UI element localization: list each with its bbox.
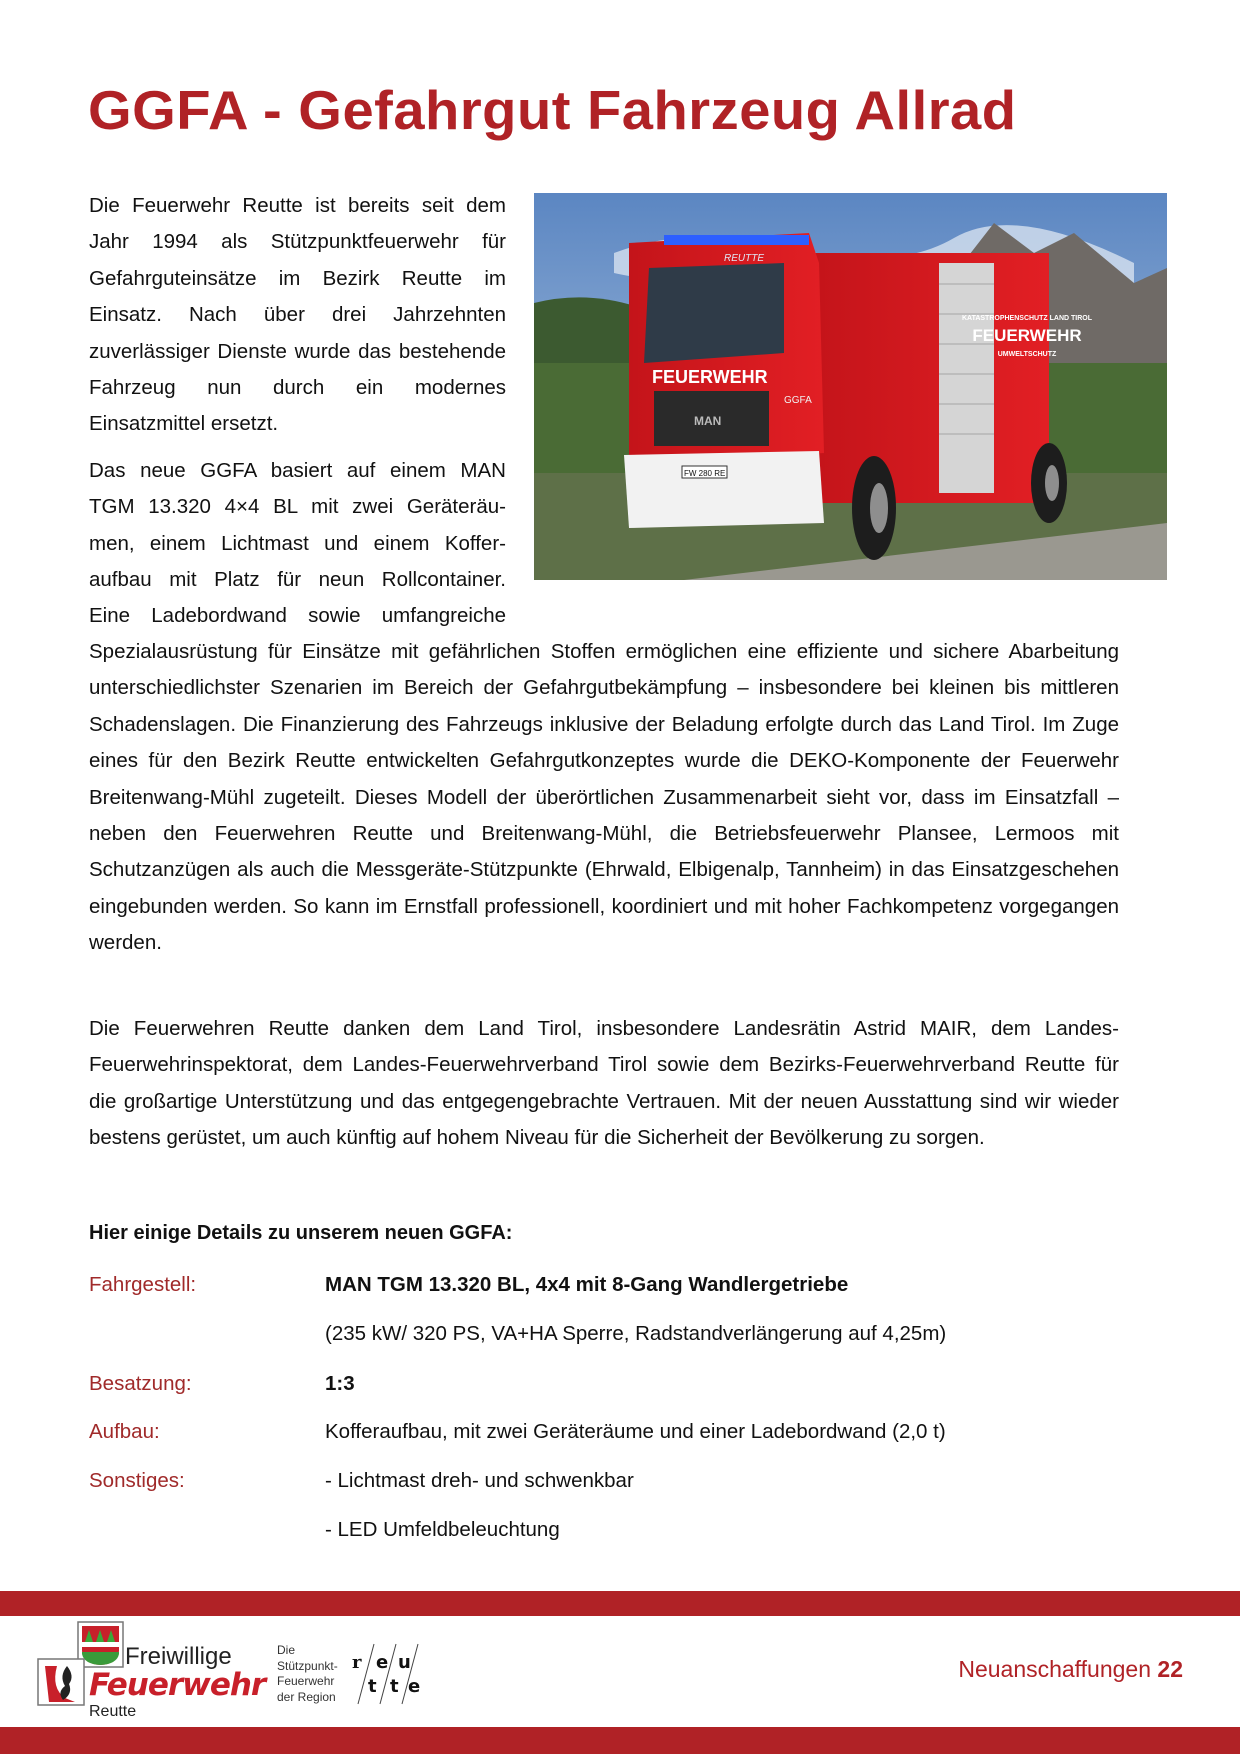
tagline-line: der Region <box>277 1689 336 1704</box>
wordmark-letter: e <box>376 1652 389 1673</box>
detail-value: Kofferaufbau, mit zwei Geräteräume und einer Ladebordwand (2,0 t) <box>325 1420 946 1443</box>
tagline-line: Feuerwehr <box>277 1674 335 1688</box>
wordmark-slashes <box>350 1640 422 1708</box>
roof-lettering: REUTTE <box>724 253 764 264</box>
detail-label: Aufbau: <box>89 1420 160 1443</box>
intro-paragraph-1: Die Feuerwehr Reutte ist bereits seit dem Jahr 1994 als Stützpunktfeuerwehr für Gefahrguteinsätze im Bezirk Reutte im Einsatz. Nach über drei Jahrzehnten zuverlässiger Dienste wurde das bestehende Fahrzeug nun durch ein modernes Einsatzmittel ersetzt. <box>89 194 506 436</box>
intro-paragraph-2-start <box>89 453 506 635</box>
white-bumper <box>624 451 824 528</box>
detail-label: Sonstiges: <box>89 1469 185 1492</box>
detail-value: MAN TGM 13.320 BL, 4x4 mit 8-Gang Wandlergetriebe <box>325 1273 849 1296</box>
detail-label: Fahrgestell: <box>89 1273 197 1296</box>
tagline-line: Stützpunkt- <box>277 1658 338 1673</box>
logo-text-reutte: Reutte <box>89 1703 137 1720</box>
reutte-wordmark <box>350 1640 422 1708</box>
truck-illustration <box>534 193 1167 580</box>
detail-label: Besatzung: <box>89 1372 192 1395</box>
text-line: TGM 13.320 4×4 BL mit zwei Geräteräu- <box>89 495 506 519</box>
detail-value: - LED Umfeldbeleuchtung <box>325 1518 560 1541</box>
truck-photo <box>534 193 1167 580</box>
wordmark-letter: e <box>408 1676 421 1697</box>
text-line: Eine Ladebordwand sowie umfangreiche <box>89 604 506 628</box>
side-lettering-bottom: UMWELTSCHUTZ <box>997 351 1057 358</box>
windshield <box>644 263 784 363</box>
wordmark-letter: u <box>398 1652 411 1673</box>
side-lettering-top: KATASTROPHENSCHUTZ LAND TIROL <box>961 315 1093 322</box>
wordmark-letter: t <box>368 1676 377 1697</box>
intro-left-column <box>89 188 506 635</box>
tagline-line: Die <box>277 1643 296 1657</box>
detail-value: 1:3 <box>325 1372 355 1395</box>
details-heading: Hier einige Details zu unserem neuen GGFA: <box>89 1222 513 1244</box>
text-line: aufbau mit Platz für neun Rollcontainer. <box>89 568 506 592</box>
intro-paragraph-2-continued: Spezialausrüstung für Einsätze mit gefährlichen Stoffen ermöglichen eine effiziente und sichere Abarbeitung unterschiedlichster Szenarien im Bereich der Gefahrgutbekämpfung – insbesondere bei kleinen bis mittleren Schadenslagen. Die Finanzierung des Fahrzeugs inklusive der Beladung erfolgte durch das Land Tirol. Im Zuge eines für den Bezirk Reutte entwickelten Gefahrgutkonzeptes wurde die DEKO-Komponente der Feuerwehr Breitenwang-Mühl zugeteilt. Dieses Modell der überörtlichen Zusammenarbeit sieht vor, dass im Einsatzfall – neben den Feuerwehren Reutte und Breitenwang-Mühl, die Betriebsfeuerwehr Plansee, Lermoos mit Schutzanzügen als auch die Messgeräte-Stützpunkte (Ehrwald, Elbigenalp, Tannheim) in das Einsatzgeschehen eingebunden werden. So kann im Ernstfall professionell, koordiniert und mit hoher Fachkompetenz vorgegangen werden. <box>89 640 1119 955</box>
light-bar <box>664 235 809 245</box>
footer-logo <box>37 1620 267 1725</box>
page-number: 22 <box>1157 1656 1183 1682</box>
grille-brand: MAN <box>694 414 722 428</box>
side-lettering-main: FEUERWEHR <box>972 326 1082 345</box>
footer-page-label <box>958 1656 1183 1683</box>
detail-value: - Lichtmast dreh- und schwenkbar <box>325 1469 634 1492</box>
detail-value: (235 kW/ 320 PS, VA+HA Sperre, Radstandverlängerung auf 4,25m) <box>325 1322 947 1345</box>
footer-bottom-band <box>0 1727 1240 1754</box>
text-line: men, einem Lichtmast und einem Koffer- <box>89 531 506 555</box>
plate-text: FW 280 RE <box>684 469 726 478</box>
door-lettering: GGFA <box>784 395 812 406</box>
intro-paragraph-3: Die Feuerwehren Reutte danken dem Land Tirol, insbesondere Landesrätin Astrid MAIR, dem Landes-Feuerwehrinspektorat, dem Landes-Feuerwehrverband Tirol sowie dem Bezirks-Feuerwehrverband Reutte für die großartige Unterstützung und das entgegengebrachte Vertrauen. Mit der neuen Ausstattung sind wir wieder bestens gerüstet, um auch künftig auf hohem Niveau für die Sicherheit der Bevölkerung zu sorgen. <box>89 1017 1119 1150</box>
section-label: Neuanschaffungen <box>958 1656 1152 1682</box>
wordmark-letter: t <box>390 1676 399 1697</box>
footer-top-band <box>0 1591 1240 1616</box>
footer-tagline <box>277 1643 338 1705</box>
page-title: GGFA - Gefahrgut Fahrzeug Allrad <box>88 79 1017 141</box>
roller-shutter <box>939 263 994 493</box>
wordmark-letter: r <box>352 1652 362 1673</box>
logo-text-freiwillige: Freiwillige <box>125 1643 232 1670</box>
truck-box <box>814 253 1049 503</box>
logo-text-feuerwehr: Feuerwehr <box>89 1667 266 1703</box>
text-line: Das neue GGFA basiert auf einem MAN <box>89 458 506 482</box>
fire-brigade-emblem-icon <box>37 1658 87 1708</box>
cab-lettering: FEUERWEHR <box>652 367 768 387</box>
